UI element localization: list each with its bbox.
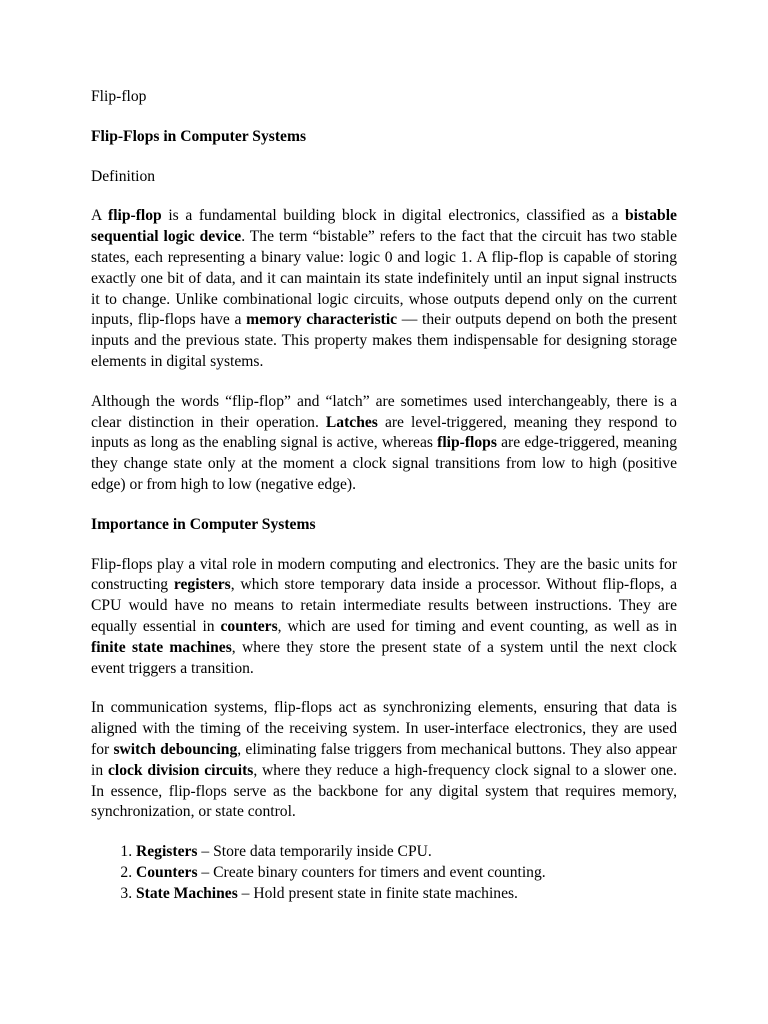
paragraph-latch-vs-flipflop: Although the words “flip-flop” and “latch” are sometimes used interchangeably, there is a clear distinction in their operation. Latches are level-triggered, meaning they respond to inputs as long as the enabling signal is active, whereas flip-flops are edge-triggered, meaning they change state only at the moment a clock signal transitions from low to high (positive edge) or from high to low (negative edge).: [91, 392, 677, 493]
numbered-list: [91, 842, 677, 904]
section-heading-importance: Importance in Computer Systems: [91, 515, 316, 533]
paragraph-communication: In communication systems, flip-flops act as synchronizing elements, ensuring that data is aligned with the timing of the receiving system. In user-interface electronics, they are used for switch debouncing, eliminating false triggers from mechanical buttons. They also appear in clock division circuits, where they reduce a high-frequency clock signal to a slower one. In essence, flip-flops serve as the backbone for any digital system that requires memory, synchronization, or state control.: [91, 699, 677, 821]
section-heading: Flip-Flops in Computer Systems: [91, 127, 307, 145]
list-item: 1. Registers – Store data temporarily inside CPU.: [136, 842, 677, 863]
document-body: [91, 87, 677, 905]
paragraph-importance: Flip-flops play a vital role in modern computing and electronics. They are the basic units for constructing registers, which store temporary data inside a processor. Without flip-flops, a CPU would have no means to retain intermediate results between instructions. They are equally essential in counters, which are used for timing and event counting, as well as in finite state machines, where they store the present state of a system until the next clock event triggers a transition.: [91, 555, 678, 677]
list-item: 3. State Machines – Hold present state in finite state machines.: [136, 884, 677, 905]
list-item: 2. Counters – Create binary counters for timers and event counting.: [136, 863, 677, 884]
subsection-heading: Definition: [91, 167, 156, 185]
document-title: Flip-flop: [91, 88, 147, 105]
paragraph-definition: A flip-flop is a fundamental building block in digital electronics, classified as a bistable sequential logic device. The term “bistable” refers to the fact that the circuit has two stable states, each representing a binary value: logic 0 and logic 1. A flip-flop is capable of storing exactly one bit of data, and it can maintain its state indefinitely until an input signal instructs it to change. Unlike combinational logic circuits, whose outputs depend only on the current inputs, flip-flops have a memory characteristic — their outputs depend on both the present inputs and the previous state. This property makes them indispensable for designing storage elements in digital systems.: [91, 207, 677, 370]
